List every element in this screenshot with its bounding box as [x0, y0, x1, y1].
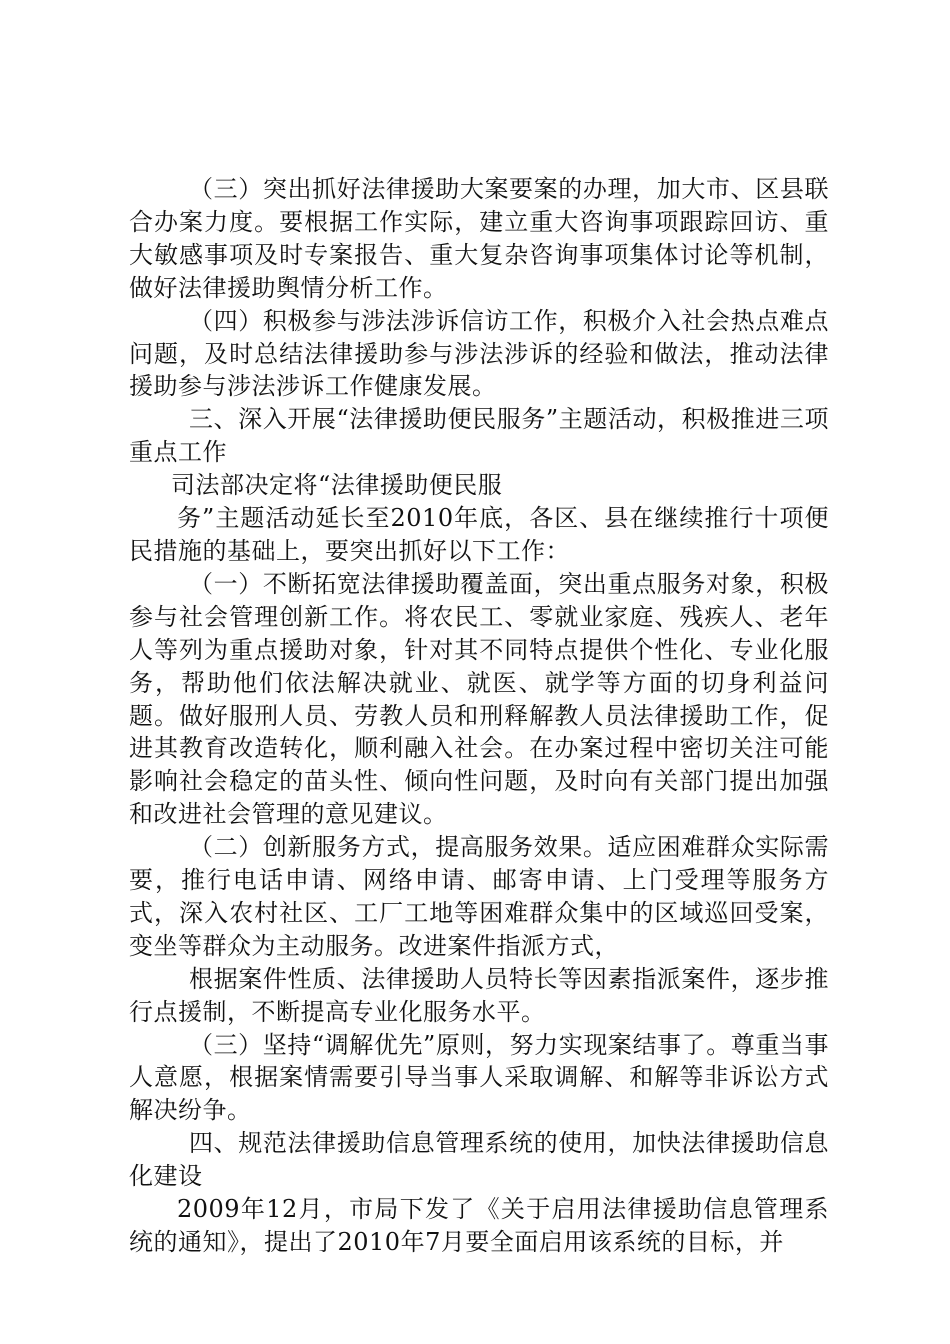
paragraph-petition-work: （四）积极参与涉法涉诉信访工作，积极介入社会热点难点问题，及时总结法律援助参与涉法涉诉的经验和做法，推动法律援助参与涉法涉诉工作健康发展。 [129, 306, 829, 401]
section-heading-three: 三、深入开展“法律援助便民服务”主题活动，积极推进三项重点工作 [129, 405, 829, 467]
document-body [129, 173, 829, 1259]
paragraph-coverage: （一）不断拓宽法律援助覆盖面，突出重点服务对象，积极参与社会管理创新工作。将农民工、零就业家庭、残疾人、老年人等列为重点援助对象，针对其不同特点提供个性化、专业化服务，帮助他们依法解决就业、就医、就学等方面的切身利益问题。做好服刑人员、劳教人员和刑释解教人员法律援助工作，促进其教育改造转化，顺利融入社会。在办案过程中密切关注可能影响社会稳定的苗头性、倾向性问题，及时向有关部门提出加强和改进社会管理的意见建议。 [129, 569, 829, 829]
paragraph-mediation: （三）坚持“调解优先”原则，努力实现案结事了。尊重当事人意愿，根据案情需要引导当事人采取调解、和解等非诉讼方式解决纷争。 [129, 1030, 829, 1125]
paragraph-information-system: 2009年12月，市局下发了《关于启用法律援助信息管理系统的通知》，提出了2010年7月要全面启用该系统的目标，并 [129, 1195, 829, 1256]
paragraph-ministry-decision: 司法部决定将“法律援助便民服 [171, 471, 503, 500]
paragraph-activity-extension: 务”主题活动延长至2010年底，各区、县在继续推行十项便民措施的基础上，要突出抓好以下工作： [129, 504, 829, 565]
paragraph-case-assignment: 根据案件性质、法律援助人员特长等因素指派案件，逐步推行点援制，不断提高专业化服务水平。 [129, 964, 829, 1026]
paragraph-service-innovation: （二）创新服务方式，提高服务效果。适应困难群众实际需要，推行电话申请、网络申请、邮寄申请、上门受理等服务方式，深入农村社区、工厂工地等困难群众集中的区域巡回受案，变坐等群众为主动服务。改进案件指派方式， [129, 833, 829, 960]
paragraph-major-cases: （三）突出抓好法律援助大案要案的办理，加大市、区县联合办案力度。要根据工作实际，建立重大咨询事项跟踪回访、重大敏感事项及时专案报告、重大复杂咨询事项集体讨论等机制，做好法律援助舆情分析工作。 [129, 175, 829, 302]
section-heading-four: 四、规范法律援助信息管理系统的使用，加快法律援助信息化建设 [129, 1129, 829, 1191]
